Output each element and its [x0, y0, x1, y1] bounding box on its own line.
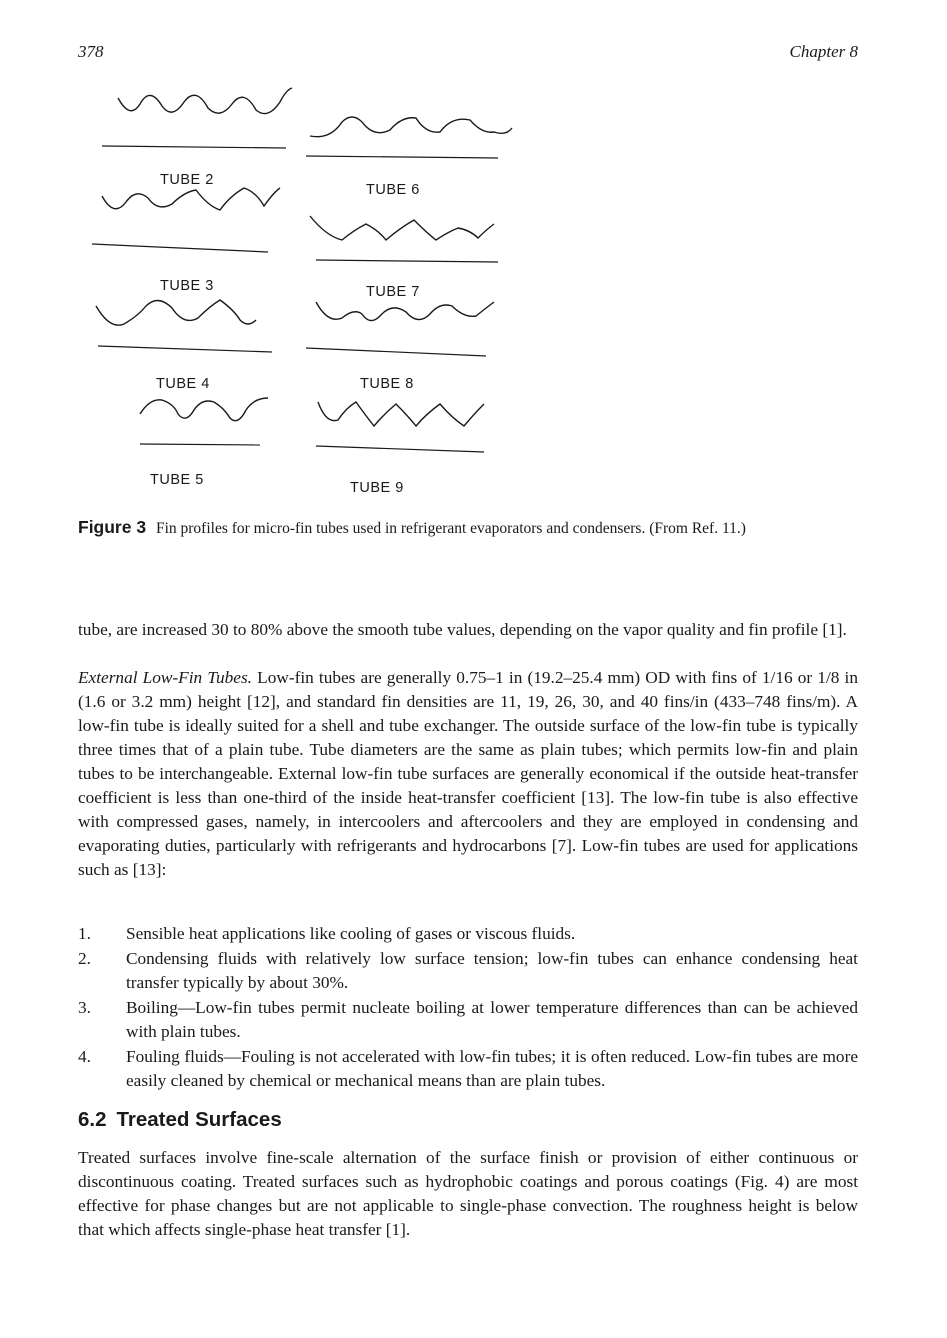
fin-profiles-figure: [80, 80, 520, 510]
paragraph-text: Treated surfaces involve fine-scale alternation of the surface finish or provision of either continuous or discontinuous coating. Treated surfaces such as hydrophobic coatings and porous coatings (Fig. 4) are most effective for phase changes but are not applicable to single-phase convection. The roughness height is below that which affects single-phase heat transfer [1].: [78, 1148, 858, 1239]
list-item: [78, 1045, 858, 1093]
running-header-chapter: Chapter 8: [789, 42, 858, 61]
paragraph-low-fin-text: Low-fin tubes are generally 0.75–1 in (19.2–25.4 mm) OD with fins of 1/16 or 1/8 in (1.6 or 3.2 mm) height [12], and standard fin densities are 11, 19, 26, 30, and 40 fins/in (433–748 fins/m). A low-fin tube is ideally suited for a shell and tube exchanger. The outside surface of the low-fin tube is typically three times that of a plain tube. Tube diameters are the same as plain tubes; which permits low-fin and plain tubes to be interchangeable. External low-fin tube surfaces are generally economical if the outside heat-transfer coefficient is less than one-third of the inside heat-transfer coefficient [13]. The low-fin tube is also effective with compressed gases, namely, in intercoolers and aftercoolers and they are employed in condensing and evaporating duties, particularly with refrigerants and hydrocarbons [7]. Low-fin tubes are used for applications such as [13]:: [78, 668, 858, 879]
tube-3-profile: [92, 188, 280, 252]
tube-3-label: TUBE 3: [160, 278, 214, 294]
list-item-text: Boiling—Low-fin tubes permit nucleate boiling at lower temperature differences than can be achieved with plain tubes.: [126, 998, 858, 1041]
list-item-number: 2.: [78, 949, 91, 968]
body-paragraph-treated-surfaces: [78, 1146, 858, 1242]
list-item-number: 3.: [78, 998, 91, 1017]
tube-6-label: TUBE 6: [366, 182, 420, 198]
list-item: [78, 922, 858, 946]
list-item-number: 4.: [78, 1047, 91, 1066]
figure-caption-label: Figure 3: [78, 517, 147, 537]
section-title: Treated Surfaces: [116, 1108, 282, 1131]
list-item-text: Condensing fluids with relatively low surface tension; low-fin tubes can enhance condensing heat transfer typically by about 30%.: [126, 949, 858, 992]
applications-list: [78, 922, 858, 1094]
tube-4-profile: [96, 300, 272, 352]
tube-5-profile: [140, 398, 268, 445]
tube-5-label: TUBE 5: [150, 472, 204, 488]
paragraph-text: tube, are increased 30 to 80% above the smooth tube values, depending on the vapor quality and fin profile [1].: [78, 620, 847, 639]
paragraph-run-in-heading: External Low-Fin Tubes.: [78, 668, 252, 687]
tube-7-profile: [310, 216, 498, 262]
tube-2-profile: [102, 88, 292, 148]
section-heading: [78, 1108, 282, 1132]
tube-8-label: TUBE 8: [360, 376, 414, 392]
list-item-number: 1.: [78, 924, 91, 943]
body-paragraph-low-fin-tubes: [78, 666, 858, 882]
body-paragraph-continuation: [78, 618, 858, 642]
tube-9-label: TUBE 9: [350, 480, 404, 496]
page-number: 378: [78, 42, 104, 61]
tube-8-profile: [306, 302, 494, 356]
section-number: 6.2: [78, 1108, 107, 1131]
tube-4-label: TUBE 4: [156, 376, 210, 392]
tube-6-profile: [306, 117, 512, 158]
list-item: [78, 947, 858, 995]
list-item: [78, 996, 858, 1044]
list-item-text: Fouling fluids—Fouling is not accelerated with low-fin tubes; it is often reduced. Low-fin tubes are more easily cleaned by chemical or mechanical means than are plain tubes.: [126, 1047, 858, 1090]
figure-caption-text: Fin profiles for micro-fin tubes used in refrigerant evaporators and condensers. (From Ref. 11.): [155, 520, 746, 537]
tube-2-label: TUBE 2: [160, 172, 214, 188]
tube-9-profile: [316, 402, 484, 452]
tube-7-label: TUBE 7: [366, 284, 420, 300]
paragraph-low-fin: [78, 666, 858, 882]
figure-caption: [78, 516, 860, 540]
list-item-text: Sensible heat applications like cooling of gases or viscous fluids.: [126, 924, 576, 943]
